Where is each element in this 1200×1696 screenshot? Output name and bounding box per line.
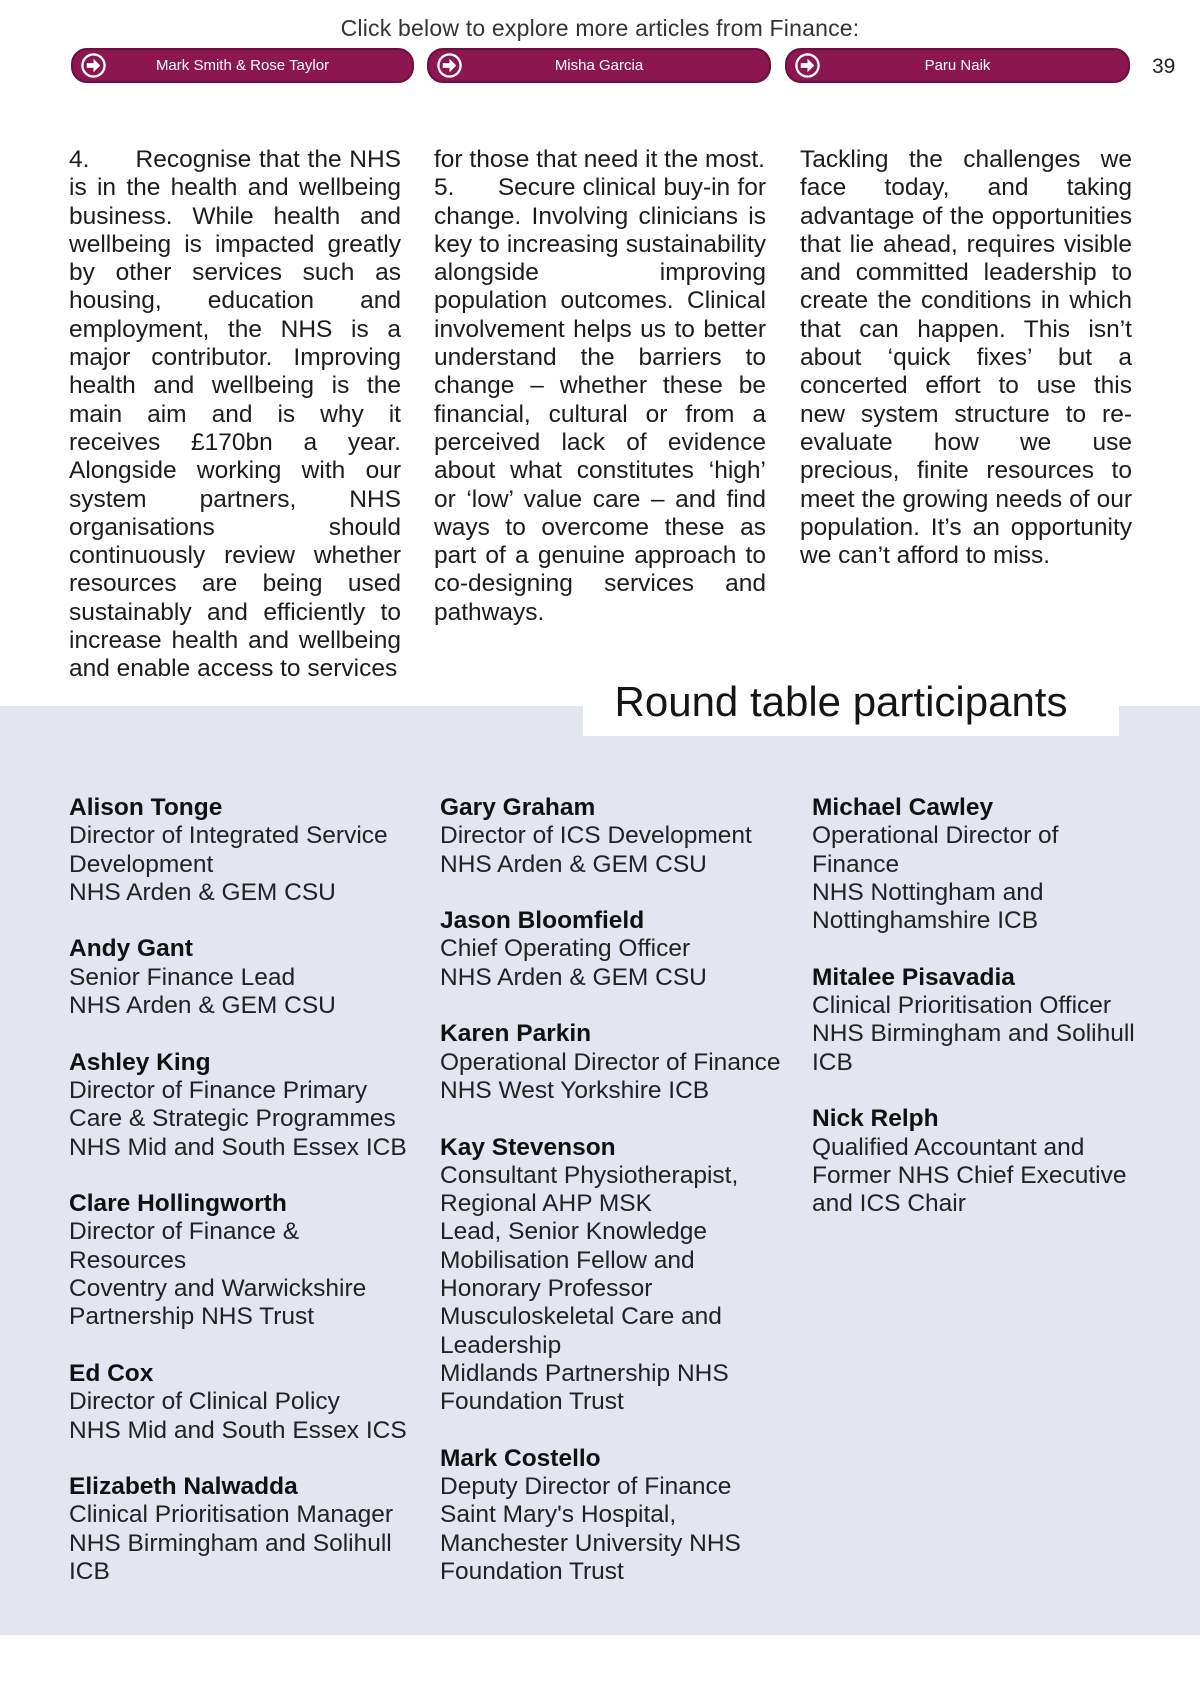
participant (812, 794, 1172, 935)
participant-name: Jason Bloomfield (440, 907, 645, 935)
participant-org: Foundation Trust (440, 1558, 624, 1586)
participant-org: NHS West Yorkshire ICB (440, 1076, 710, 1104)
participant-name: Mark Costello (440, 1444, 601, 1472)
article-column-1 (69, 146, 401, 684)
arrow-right-circle-icon (794, 52, 821, 79)
participant-role: Resources (69, 1246, 187, 1274)
arrow-right-circle-icon (80, 52, 107, 79)
page-number: 39 (1152, 55, 1176, 78)
participant (69, 1049, 429, 1162)
participant (440, 1020, 800, 1105)
participant-org: NHS Mid and South Essex ICB (69, 1133, 407, 1161)
participant (440, 1445, 800, 1586)
participant-role: Director of Integrated Service (69, 822, 388, 850)
nav-intro: Click below to explore more articles from Finance: (340, 15, 860, 41)
participant-name: Alison Tonge (69, 794, 223, 821)
participant-role: Honorary Professor (440, 1275, 653, 1303)
participants-column-2 (440, 794, 800, 1615)
participant-org: Midlands Partnership NHS (440, 1359, 729, 1387)
participant-org: NHS Birmingham and Solihull (812, 1020, 1135, 1048)
participant-role: Deputy Director of Finance (440, 1473, 732, 1501)
article-link-mark-smith-rose-taylor[interactable] (71, 48, 414, 83)
participant-name: Ashley King (69, 1048, 211, 1076)
participant-role: Clinical Prioritisation Officer (812, 992, 1112, 1020)
article-link-label: Paru Naik (924, 57, 991, 74)
article-link-paru-naik[interactable] (785, 48, 1130, 83)
participant-name: Gary Graham (440, 794, 596, 821)
participant-name: Karen Parkin (440, 1020, 592, 1048)
participant-role: Clinical Prioritisation Manager (69, 1501, 394, 1529)
participant-org: Saint Mary's Hospital, (440, 1501, 677, 1529)
participant-role: Chief Operating Officer (440, 935, 691, 963)
participant-role: Lead, Senior Knowledge (440, 1218, 707, 1246)
participant (69, 1360, 429, 1445)
participant-role: Operational Director of Finance (440, 1048, 781, 1076)
participant-role: Director of ICS Development (440, 822, 752, 850)
article-link-label: Misha Garcia (554, 57, 644, 74)
participant-name: Mitalee Pisavadia (812, 963, 1015, 991)
participant-org: NHS Birmingham and Solihull (69, 1529, 392, 1557)
conclusion-paragraph: Tackling the challenges we face today, and taking advantage of the opportunities that lie ahead, requires visible and committed leadership to create the conditions in which that can happen. This isn’t about ‘quick fixes’ but a concerted effort to use this new system structure to re-evaluate how we use precious, finite resources to meet the growing needs of our population. It’s an opportunity we can’t afford to miss. (800, 146, 1132, 570)
participant-name: Kay Stevenson (440, 1133, 616, 1161)
participant (440, 907, 800, 992)
article-column-3 (800, 146, 1132, 570)
participant (69, 1473, 429, 1586)
participant-role: Director of Finance Primary (69, 1076, 368, 1104)
participant-role: Care & Strategic Programmes (69, 1105, 396, 1133)
participant-role: Finance (812, 850, 900, 878)
participant (440, 794, 800, 879)
participant (69, 794, 429, 907)
participants-title: Round table participants (614, 678, 1068, 725)
participant-org: NHS Nottingham and (812, 878, 1044, 906)
participant-role: Mobilisation Fellow and (440, 1246, 695, 1274)
participant-org: ICB (812, 1048, 853, 1076)
article-column-2 (434, 146, 766, 627)
participant (440, 1134, 800, 1417)
participant-name: Andy Gant (69, 935, 193, 963)
participant-name: Clare Hollingworth (69, 1190, 287, 1218)
recommendation-5: 5. Secure clinical buy-in for change. Involving clinicians is key to increasing sustainability alongside improving population outcomes. Clinical involvement helps us to better understand the barriers to change – whether these be financial, cultural or from a perceived lack of evidence about what constitutes ‘high’ or ‘low’ value care – and find ways to overcome these as part of a genuine approach to co-designing services and pathways. (434, 174, 766, 626)
participant (812, 1105, 1172, 1218)
participant-org: NHS Arden & GEM CSU (440, 963, 707, 991)
participant-role: Leadership (440, 1331, 562, 1359)
participant-role: Consultant Physiotherapist, (440, 1161, 739, 1189)
article-link-misha-garcia[interactable] (427, 48, 771, 83)
participant-role: Former NHS Chief Executive (812, 1161, 1127, 1189)
participant (69, 1190, 429, 1331)
participant-role: Development (69, 850, 214, 878)
participants-column-3 (812, 794, 1172, 1247)
participant-role: Regional AHP MSK (440, 1190, 652, 1218)
recommendation-4: 4. Recognise that the NHS is in the health and wellbeing business. While health and wellbeing is impacted greatly by other services such as housing, education and employment, the NHS is a major contributor. Improving health and wellbeing is the main aim and is why it receives £170bn a year. Alongside working with our system partners, NHS organisations should continuously review whether resources are being used sustainably and efficiently to increase health and wellbeing and enable access to services (69, 146, 401, 683)
participant-org: NHS Mid and South Essex ICS (69, 1416, 407, 1444)
participant-org: Manchester University NHS (440, 1529, 741, 1557)
recommendation-4-end: for those that need it the most. (434, 146, 765, 173)
participant-role: Senior Finance Lead (69, 963, 296, 991)
participant-role: Operational Director of (812, 822, 1059, 850)
participant-org: NHS Arden & GEM CSU (69, 992, 336, 1020)
participant-name: Ed Cox (69, 1359, 154, 1387)
participant-org: Coventry and Warwickshire (69, 1275, 367, 1303)
participant-role: Director of Clinical Policy (69, 1388, 340, 1416)
participant-name: Michael Cawley (812, 794, 994, 821)
participant (812, 964, 1172, 1077)
participant-name: Elizabeth Nalwadda (69, 1473, 298, 1501)
participant-org: Partnership NHS Trust (69, 1303, 315, 1331)
participants-column-1 (69, 794, 429, 1615)
participant-name: Nick Relph (812, 1105, 939, 1133)
participant-role: Qualified Accountant and (812, 1133, 1085, 1161)
article-link-label: Mark Smith & Rose Taylor (155, 57, 330, 74)
arrow-right-circle-icon (436, 52, 463, 79)
participant-role: Director of Finance & (69, 1218, 300, 1246)
participant-org: Nottinghamshire ICB (812, 907, 1039, 935)
participant-role: Musculoskeletal Care and (440, 1303, 722, 1331)
participant (69, 935, 429, 1020)
participant-role: and ICS Chair (812, 1190, 966, 1218)
participant-org: ICB (69, 1558, 110, 1586)
participant-org: NHS Arden & GEM CSU (440, 850, 707, 878)
participant-org: NHS Arden & GEM CSU (69, 878, 336, 906)
participant-org: Foundation Trust (440, 1388, 624, 1416)
